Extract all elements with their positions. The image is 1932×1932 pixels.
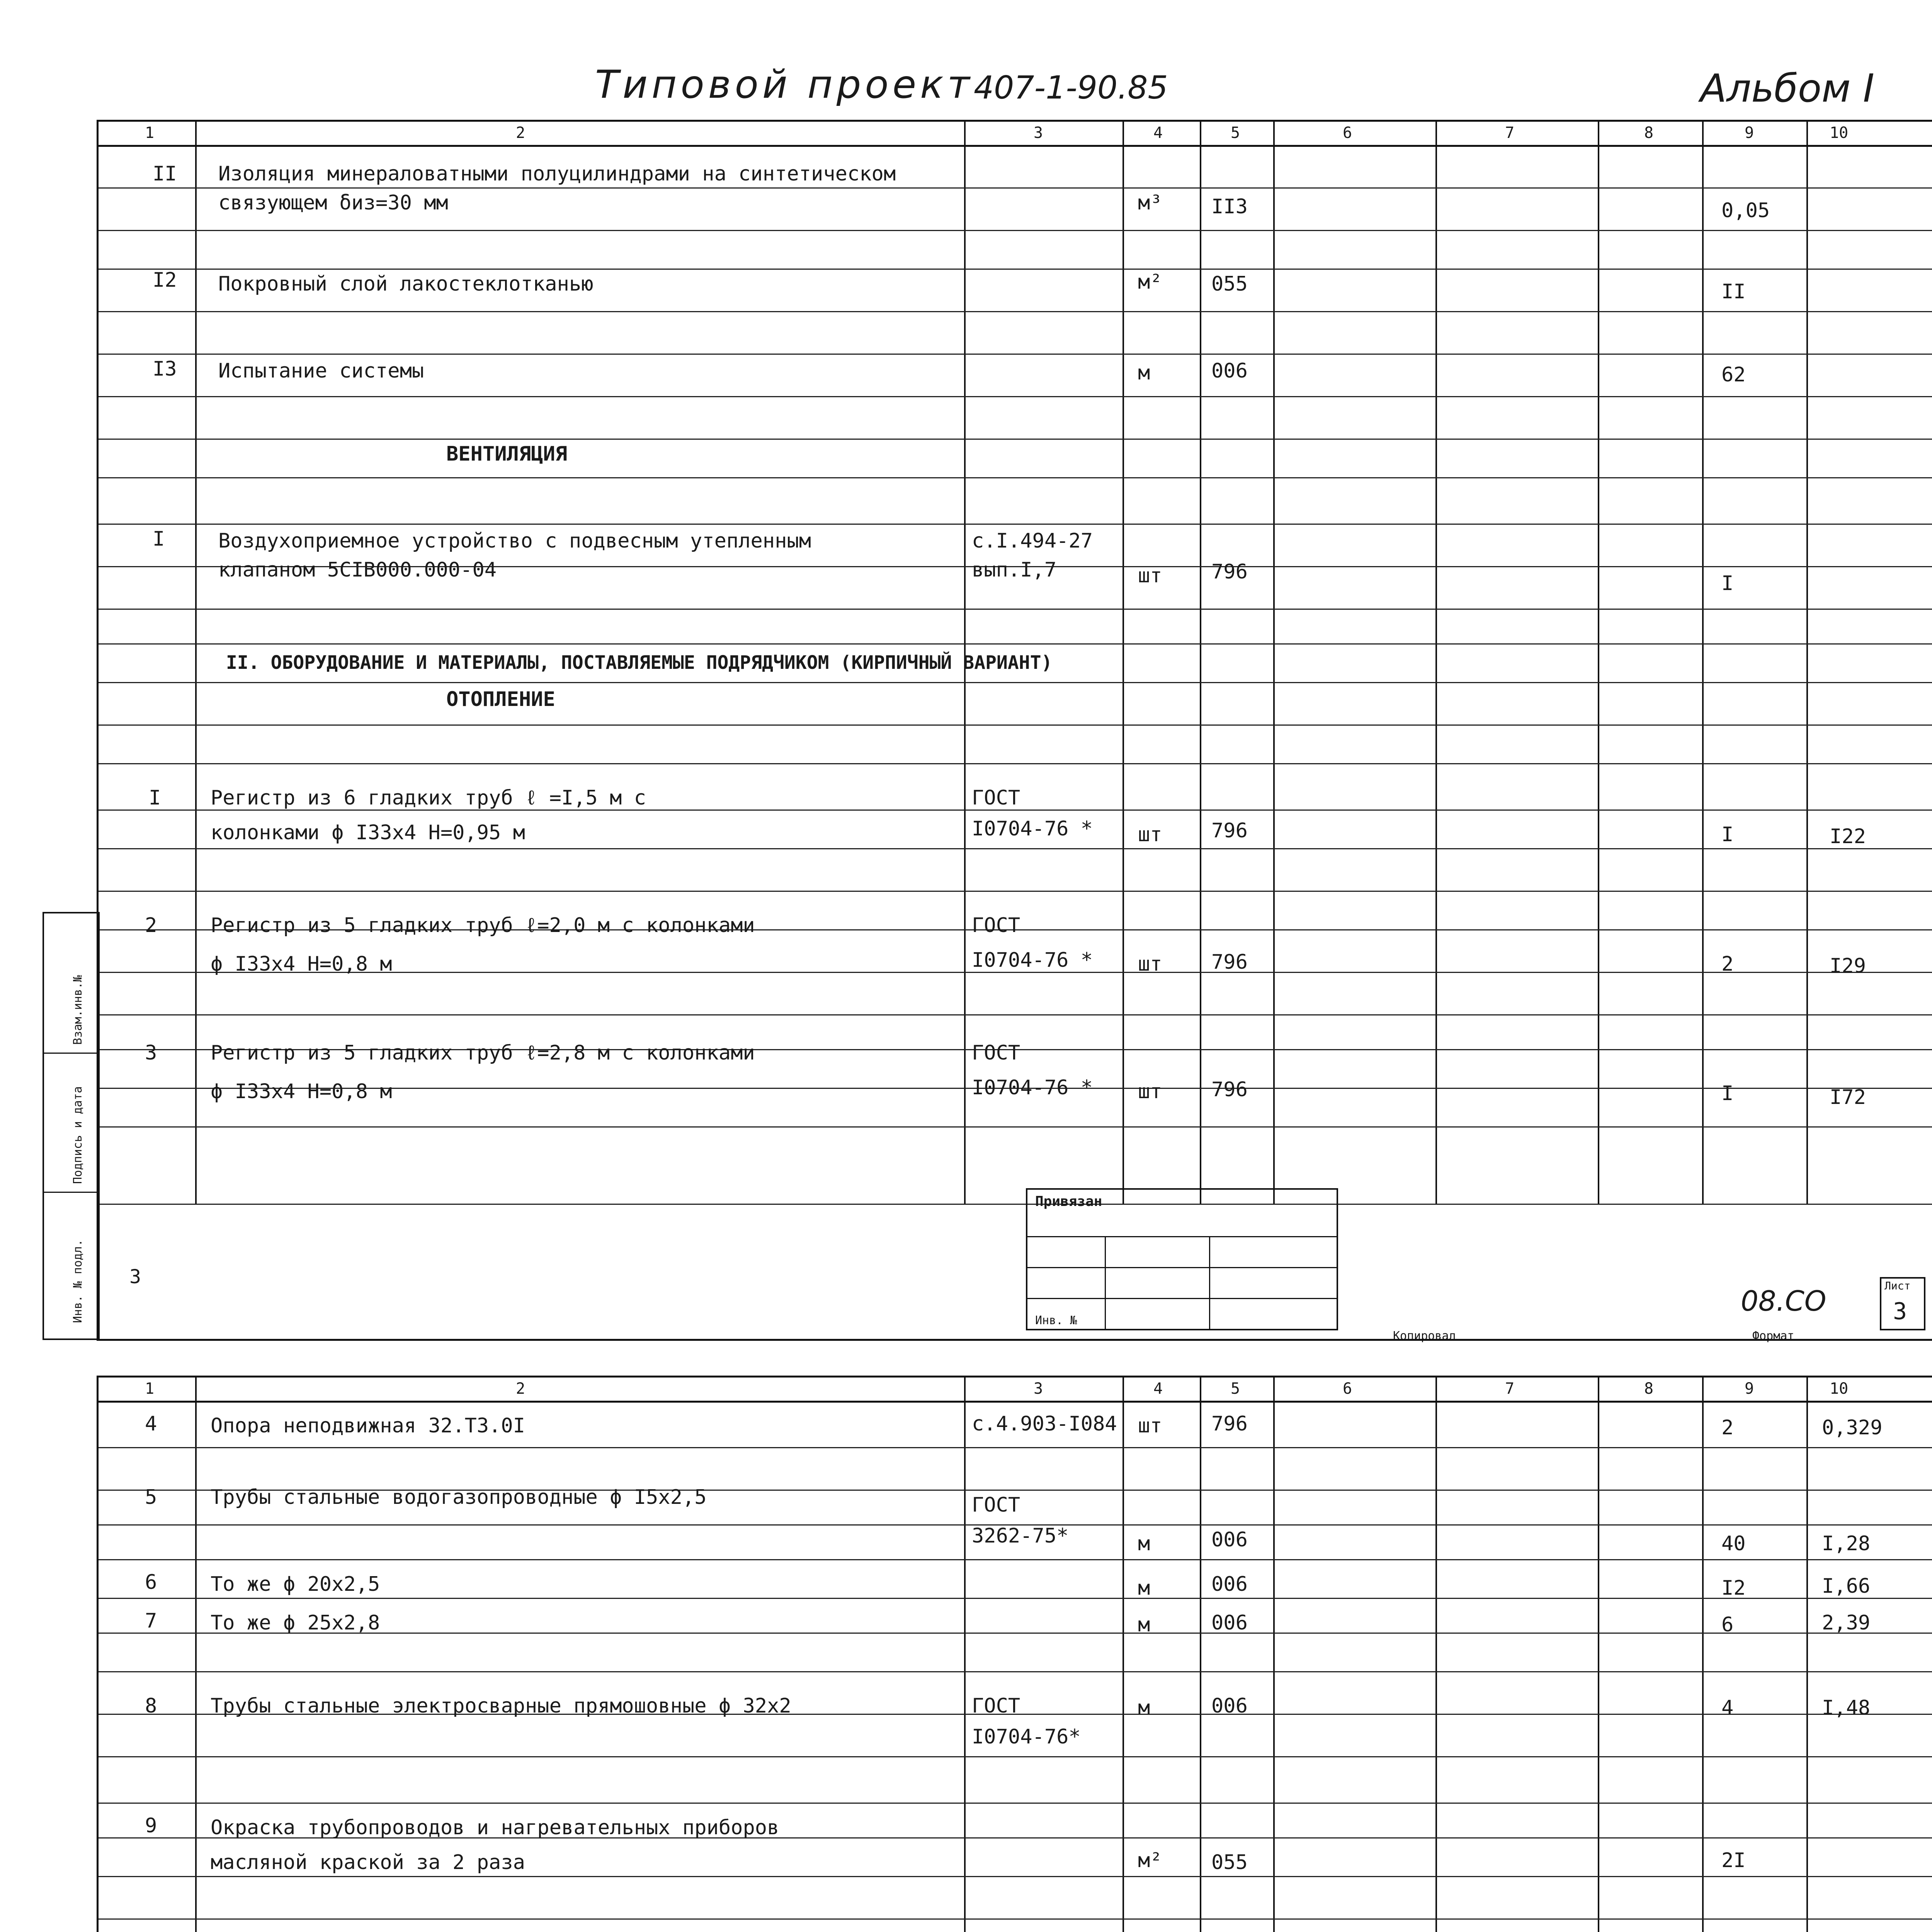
sheet-code: 08.СО <box>1741 1285 1827 1317</box>
col-num-8: 8 <box>1644 1380 1654 1398</box>
row-mass: 0,329 <box>1822 1416 1883 1439</box>
row-ref: I0704-76* <box>972 1725 1081 1748</box>
col-num-3: 3 <box>1034 124 1043 142</box>
row-unit: шт <box>1138 823 1162 846</box>
row-code: 006 <box>1211 1573 1248 1596</box>
col-num-8: 8 <box>1644 124 1654 142</box>
row-ref: I0704-76 * <box>972 949 1093 972</box>
col-num-7: 7 <box>1505 1380 1515 1398</box>
footer-format: Формат <box>1752 1329 1794 1343</box>
row-unit: м <box>1138 1696 1150 1719</box>
row-num: 6 <box>145 1571 157 1594</box>
row-unit: шт <box>1138 952 1162 976</box>
row-num: I2 <box>153 269 177 292</box>
col-num-2: 2 <box>516 124 526 142</box>
sheet-number: 3 <box>1893 1298 1907 1325</box>
col-num-3: 3 <box>1034 1380 1043 1398</box>
col-line <box>1702 122 1704 1204</box>
row-num: I3 <box>153 357 177 381</box>
row-name: масляной краской за 2 раза <box>211 1851 525 1874</box>
col-num-1: 1 <box>145 124 155 142</box>
row-name: Регистр из 6 гладких труб ℓ =I,5 м с <box>211 786 646 810</box>
row-qty: 0,05 <box>1721 199 1770 222</box>
row-line <box>99 1559 1932 1560</box>
col-num-2: 2 <box>516 1380 526 1398</box>
row-name: ϕ I33x4 H=0,8 м <box>211 1080 392 1103</box>
row-name: Регистр из 5 гладких труб ℓ=2,0 м с колонками <box>211 914 755 937</box>
sheet-3 <box>0 120 1932 1341</box>
col-line <box>1122 1378 1124 1932</box>
row-qty: I <box>1721 572 1734 595</box>
document-header <box>0 58 1932 120</box>
sheet-number-box <box>1880 1277 1925 1330</box>
row-line <box>99 1876 1932 1877</box>
column-number-header <box>99 1378 1932 1403</box>
row-name: Испытание системы <box>218 359 424 383</box>
row-ref: ГОСТ <box>972 1493 1020 1517</box>
col-num-4: 4 <box>1153 1380 1163 1398</box>
row-ref: ГОСТ <box>972 914 1020 937</box>
row-mass: I29 <box>1830 954 1866 978</box>
row-code: 796 <box>1211 560 1248 583</box>
row-line <box>99 1803 1932 1804</box>
col-line <box>1200 122 1201 1204</box>
row-name: колонками ϕ I33x4 H=0,95 м <box>211 821 525 844</box>
row-ref: ГОСТ <box>972 1694 1020 1718</box>
col-line <box>1435 122 1437 1204</box>
col-line <box>1273 122 1275 1204</box>
album-label: Альбом I <box>1700 66 1874 111</box>
row-num: I <box>153 527 165 551</box>
row-qty: 2 <box>1721 1416 1734 1439</box>
row-unit: м² <box>1138 1849 1162 1872</box>
row-qty: 2 <box>1721 952 1734 976</box>
row-unit: шт <box>1138 1080 1162 1103</box>
stamp-inventory: Инв. № <box>1035 1314 1077 1327</box>
col-num-6: 6 <box>1343 1380 1352 1398</box>
row-num: I <box>149 786 161 810</box>
row-mass: I72 <box>1830 1086 1866 1109</box>
row-num: 2 <box>145 914 157 937</box>
row-num: II <box>153 162 177 185</box>
table-frame <box>97 1376 1932 1932</box>
row-num: 3 <box>145 1041 157 1065</box>
section-part-two: II. ОБОРУДОВАНИЕ И МАТЕРИАЛЫ, ПОСТАВЛЯЕМЫЕ ПОДРЯДЧИКОМ (КИРПИЧНЫЙ ВАРИАНТ) <box>226 652 1053 673</box>
row-mass: I,48 <box>1822 1696 1871 1719</box>
row-line <box>99 396 1932 397</box>
col-num-5: 5 <box>1231 1380 1240 1398</box>
row-num: 5 <box>145 1486 157 1509</box>
row-line <box>99 609 1932 610</box>
row-num: 4 <box>145 1412 157 1435</box>
row-line <box>99 477 1932 478</box>
row-mass: I22 <box>1830 825 1866 848</box>
row-ref: вып.I,7 <box>972 558 1057 582</box>
col-num-1: 1 <box>145 1380 155 1398</box>
row-line <box>99 643 1932 645</box>
row-line <box>99 810 1932 811</box>
row-mass: I,66 <box>1822 1575 1871 1598</box>
col-line <box>1200 1378 1201 1932</box>
col-num-10: 10 <box>1830 1380 1849 1398</box>
col-line <box>964 1378 966 1932</box>
col-line <box>1122 122 1124 1204</box>
row-mass: 2,39 <box>1822 1611 1871 1634</box>
row-unit: м <box>1138 1613 1150 1636</box>
row-code: 796 <box>1211 951 1248 974</box>
section-ventilation: ВЕНТИЛЯЦИЯ <box>446 442 568 466</box>
sheet-label: Лист <box>1884 1279 1911 1292</box>
row-line <box>99 891 1932 892</box>
row-name: Воздухоприемное устройство с подвесным утепленным <box>218 529 811 553</box>
row-ref: с.4.903-I084 <box>972 1412 1117 1435</box>
row-name: Опора неподвижная 32.Т3.0I <box>211 1414 525 1437</box>
row-line <box>99 1671 1932 1672</box>
row-num: 8 <box>145 1694 157 1718</box>
row-code: 006 <box>1211 1694 1248 1718</box>
row-code: II3 <box>1211 195 1248 218</box>
document-title: Типовой проект <box>595 62 974 107</box>
row-name: Трубы стальные водогазопроводные ϕ I5x2,5 <box>211 1486 707 1509</box>
row-unit: шт <box>1138 1414 1162 1437</box>
table-frame <box>97 120 1932 1341</box>
row-unit: шт <box>1138 564 1162 587</box>
row-line <box>99 230 1932 231</box>
row-qty: I <box>1721 823 1734 846</box>
row-code: 796 <box>1211 1078 1248 1101</box>
row-num: 7 <box>145 1609 157 1633</box>
sheet-4 <box>0 1376 1932 1932</box>
frame-bottom <box>97 1339 1932 1341</box>
row-line <box>99 1447 1932 1448</box>
row-ref: I0704-76 * <box>972 817 1093 840</box>
row-code: 006 <box>1211 359 1248 383</box>
row-line <box>99 763 1932 764</box>
row-line <box>99 724 1932 726</box>
row-code: 796 <box>1211 819 1248 842</box>
row-line <box>99 269 1932 270</box>
col-num-9: 9 <box>1745 1380 1754 1398</box>
row-line <box>99 1918 1932 1920</box>
section-heating: ОТОПЛЕНИЕ <box>446 688 555 711</box>
row-line <box>99 311 1932 312</box>
row-ref: ГОСТ <box>972 1041 1020 1065</box>
col-num-5: 5 <box>1231 124 1240 142</box>
project-code: 407-1-90.85 <box>974 70 1168 106</box>
row-name: клапаном 5CIB000.000-04 <box>218 558 497 582</box>
row-qty: 4 <box>1721 1696 1734 1719</box>
row-qty: 40 <box>1721 1532 1746 1555</box>
col-line <box>1598 122 1599 1204</box>
row-qty: 62 <box>1721 363 1746 386</box>
col-line <box>195 122 197 1204</box>
row-qty: I <box>1721 1082 1734 1105</box>
col-num-6: 6 <box>1343 124 1352 142</box>
row-qty: 6 <box>1721 1613 1734 1636</box>
side-label-replace: Взам.инв.№ <box>71 975 85 1045</box>
row-line <box>99 1598 1932 1599</box>
footer-copied: Копировал <box>1393 1329 1456 1343</box>
col-line <box>1598 1378 1599 1932</box>
row-name: То же ϕ 20x2,5 <box>211 1573 380 1596</box>
row-ref: I0704-76 * <box>972 1076 1093 1099</box>
col-line <box>1702 1378 1704 1932</box>
row-code: 006 <box>1211 1611 1248 1634</box>
row-qty: II <box>1721 280 1746 303</box>
row-code: 055 <box>1211 272 1248 296</box>
row-unit: м³ <box>1138 191 1162 214</box>
row-line <box>99 187 1932 189</box>
row-name: ϕ I33x4 H=0,8 м <box>211 952 392 976</box>
row-ref: ГОСТ <box>972 786 1020 810</box>
row-line <box>99 1756 1932 1757</box>
col-num-9: 9 <box>1745 124 1754 142</box>
row-line <box>99 439 1932 440</box>
row-name: Трубы стальные электросварные прямошовные ϕ 32x2 <box>211 1694 791 1718</box>
col-line <box>1806 122 1808 1204</box>
col-line <box>1806 1378 1808 1932</box>
row-name: Покровный слой лакостеклотканью <box>218 272 594 296</box>
row-name: Изоляция минераловатными полуцилиндрами на синтетическом <box>218 162 896 185</box>
row-line <box>99 1126 1932 1128</box>
row-ref: 3262-75* <box>972 1524 1069 1548</box>
row-qty: 2I <box>1721 1849 1746 1872</box>
row-unit: м <box>1138 361 1150 384</box>
row-name: Регистр из 5 гладких труб ℓ=2,8 м с колонками <box>211 1041 755 1065</box>
row-num: 9 <box>145 1814 157 1837</box>
row-line <box>99 354 1932 355</box>
col-num-7: 7 <box>1505 124 1515 142</box>
stamp-label: Привязан <box>1035 1194 1102 1209</box>
row-line <box>99 1204 1932 1205</box>
col-num-10: 10 <box>1830 124 1849 142</box>
side-label-inventory: Инв. № подл. <box>71 1239 85 1323</box>
row-name: связующем δиз=30 мм <box>218 191 448 214</box>
margin-mark: 3 <box>129 1265 141 1288</box>
row-line <box>99 848 1932 849</box>
row-code: 796 <box>1211 1412 1248 1435</box>
row-unit: м <box>1138 1577 1150 1600</box>
row-mass: I,28 <box>1822 1532 1871 1555</box>
col-num-4: 4 <box>1153 124 1163 142</box>
side-stamp-strip <box>43 912 100 1340</box>
row-code: 055 <box>1211 1851 1248 1874</box>
col-line <box>1435 1378 1437 1932</box>
column-number-header <box>99 122 1932 147</box>
row-line <box>99 682 1932 683</box>
row-unit: м² <box>1138 270 1162 294</box>
row-name: Окраска трубопроводов и нагревательных приборов <box>211 1816 779 1839</box>
row-unit: м <box>1138 1532 1150 1555</box>
side-label-signature: Подпись и дата <box>71 1086 85 1184</box>
row-qty: I2 <box>1721 1577 1746 1600</box>
row-line <box>99 524 1932 525</box>
row-name: То же ϕ 25x2,8 <box>211 1611 380 1634</box>
row-code: 006 <box>1211 1528 1248 1551</box>
col-line <box>195 1378 197 1932</box>
col-line <box>1273 1378 1275 1932</box>
row-line <box>99 1014 1932 1015</box>
binding-stamp <box>1026 1188 1338 1330</box>
row-ref: с.I.494-27 <box>972 529 1093 553</box>
